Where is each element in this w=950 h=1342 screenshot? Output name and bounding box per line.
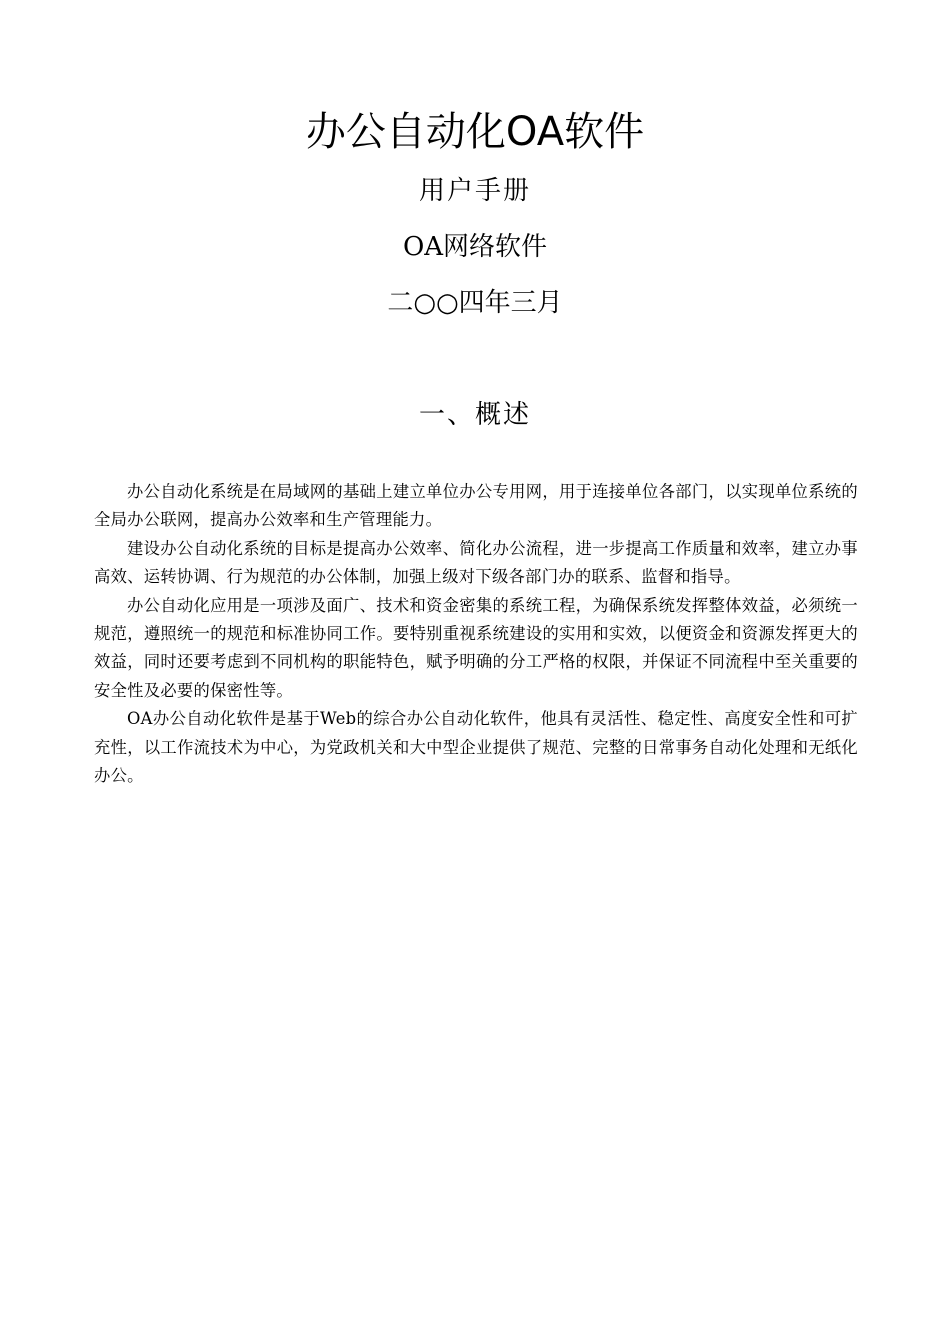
document-title: 办公自动化OA软件	[305, 109, 645, 155]
paragraph: OA办公自动化软件是基于Web的综合办公自动化软件，他具有灵活性、稳定性、高度安全性和可扩充性，以工作流技术为中心，为党政机关和大中型企业提供了规范、完整的日常事务自动化处理和无纸化办公。	[94, 709, 858, 786]
paragraph: 办公自动化应用是一项涉及面广、技术和资金密集的系统工程，为确保系统发挥整体效益，必须统一规范，遵照统一的规范和标准协同工作。要特别重视系统建设的实用和实效，以便资金和资源发挥更大的效益，同时还要考虑到不同机构的职能特色，赋予明确的分工严格的权限，并保证不同流程中至关重要的安全性及必要的保密性等。	[94, 595, 858, 700]
document-date: 二○○四年三月	[387, 288, 563, 318]
section-body	[94, 478, 858, 790]
paragraph: 建设办公自动化系统的目标是提高办公效率、简化办公流程，进一步提高工作质量和效率，建立办事高效、运转协调、行为规范的办公体制，加强上级对下级各部门办的联系、监督和指导。	[94, 538, 858, 587]
company-name: OA网络软件	[402, 232, 548, 262]
document-subtitle: 用户手册	[418, 176, 531, 206]
paragraph: 办公自动化系统是在局域网的基础上建立单位办公专用网，用于连接单位各部门，以实现单位系统的全局办公联网，提高办公效率和生产管理能力。	[94, 482, 858, 530]
section-heading: 一、概述	[418, 400, 531, 430]
